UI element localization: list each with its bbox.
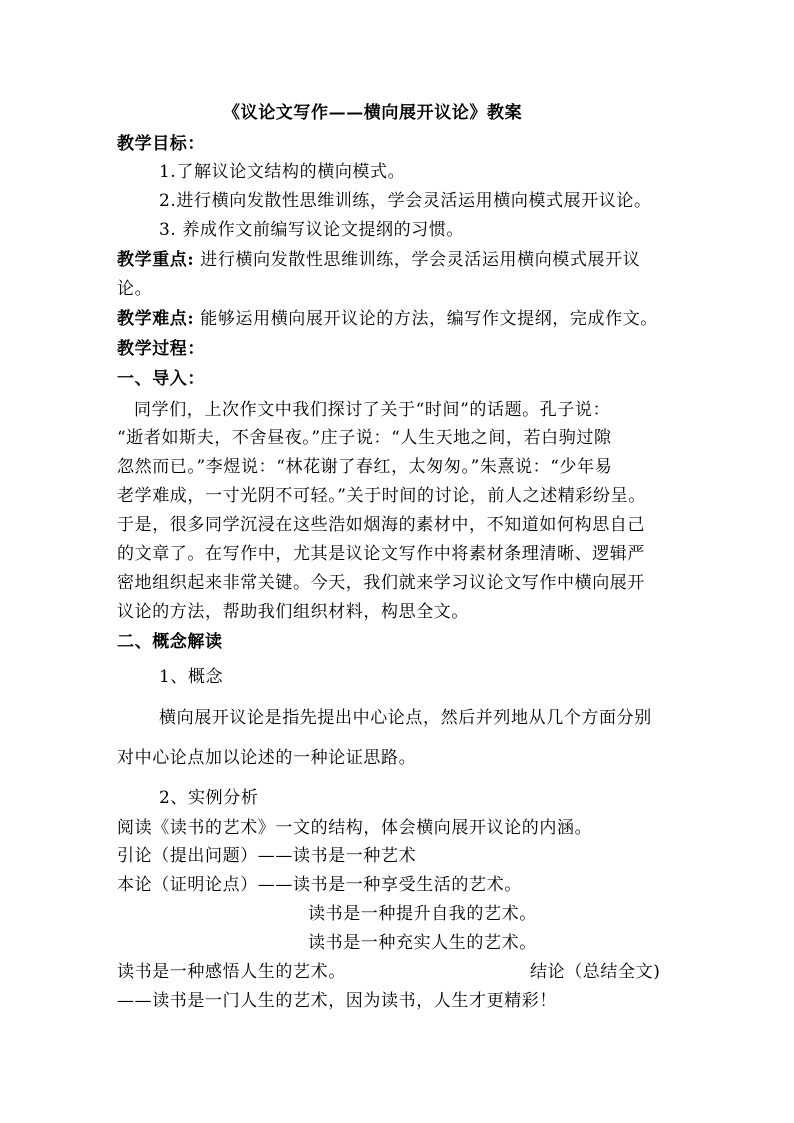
objective-item: 1.了解议论文结构的横向模式。 [159,162,406,182]
document-title: 《议论文写作——横向展开议论》教案 [223,103,523,123]
example-line-left: 读书是一种感悟人生的艺术。 [117,962,346,982]
concept-subheading: 1、概念 [159,667,224,687]
concept-text-line: 横向展开议论是指先提出中心论点，然后并列地从几个方面分别 [159,708,652,728]
objectives-heading: 教学目标： [117,134,205,154]
example-subheading: 2、实例分析 [159,788,259,808]
objective-item: 3. 养成作文前编写议论文提纲的习惯。 [159,220,465,240]
conclusion-text: ——读书是一门人生的艺术，因为读书，人生才更精彩！ [117,991,557,1011]
intro-paragraph-line: 的文章了。在写作中，尤其是议论文写作中将素材条理清晰、逻辑严 [117,544,645,564]
intro-paragraph-line: 密地组织起来非常关键。今天，我们就来学习议论文写作中横向展开 [117,573,645,593]
key-points-text: 进行横向发散性思维训练，学会灵活运用横向模式展开议 [200,250,641,270]
process-heading: 教学过程： [117,339,205,359]
intro-paragraph-line: 忽然而已。”李煜说：“林花谢了春红，太匆匆。”朱熹说：“少年易 [117,457,613,477]
intro-paragraph-line: 议论的方法，帮助我们组织材料，构思全文。 [117,602,469,622]
key-points-label: 教学重点: [117,250,195,270]
section-heading-intro: 一、导入： [117,369,205,389]
intro-paragraph-line: 老学难成，一寸光阴不可轻。”关于时间的讨论，前人之述精彩纷呈。 [117,486,646,506]
key-points-line [117,249,640,271]
key-points-continuation: 论。 [117,279,153,299]
objective-item: 2.进行横向发散性思维训练，学会灵活运用横向模式展开议论。 [159,191,652,211]
difficulty-line [117,308,658,330]
difficulty-label: 教学难点: [117,309,195,329]
example-line: 读书是一种充实人生的艺术。 [308,933,537,953]
intro-paragraph-line: 同学们，上次作文中我们探讨了关于“时间”的话题。孔子说： [134,400,611,420]
intro-paragraph-line: “逝者如斯夫，不舍昼夜。”庄子说：“人生天地之间，若白驹过隙 [117,428,612,448]
section-heading-concept: 二、概念解读 [117,632,223,652]
difficulty-text: 能够运用横向展开议论的方法，编写作文提纲，完成作文。 [200,309,658,329]
example-line: 读书是一种提升自我的艺术。 [308,904,537,924]
example-line: 阅读《读书的艺术》一文的结构，体会横向展开议论的内涵。 [117,818,593,838]
conclusion-label: 结论（总结全文) [530,962,661,982]
example-line: 引论（提出问题）——读书是一种艺术 [117,846,417,866]
concept-text-line: 对中心论点加以论述的一种论证思路。 [117,748,417,768]
intro-paragraph-line: 于是，很多同学沉浸在这些浩如烟海的素材中，不知道如何构思自己 [117,515,645,535]
example-line: 本论（证明论点）——读书是一种享受生活的艺术。 [117,875,522,895]
